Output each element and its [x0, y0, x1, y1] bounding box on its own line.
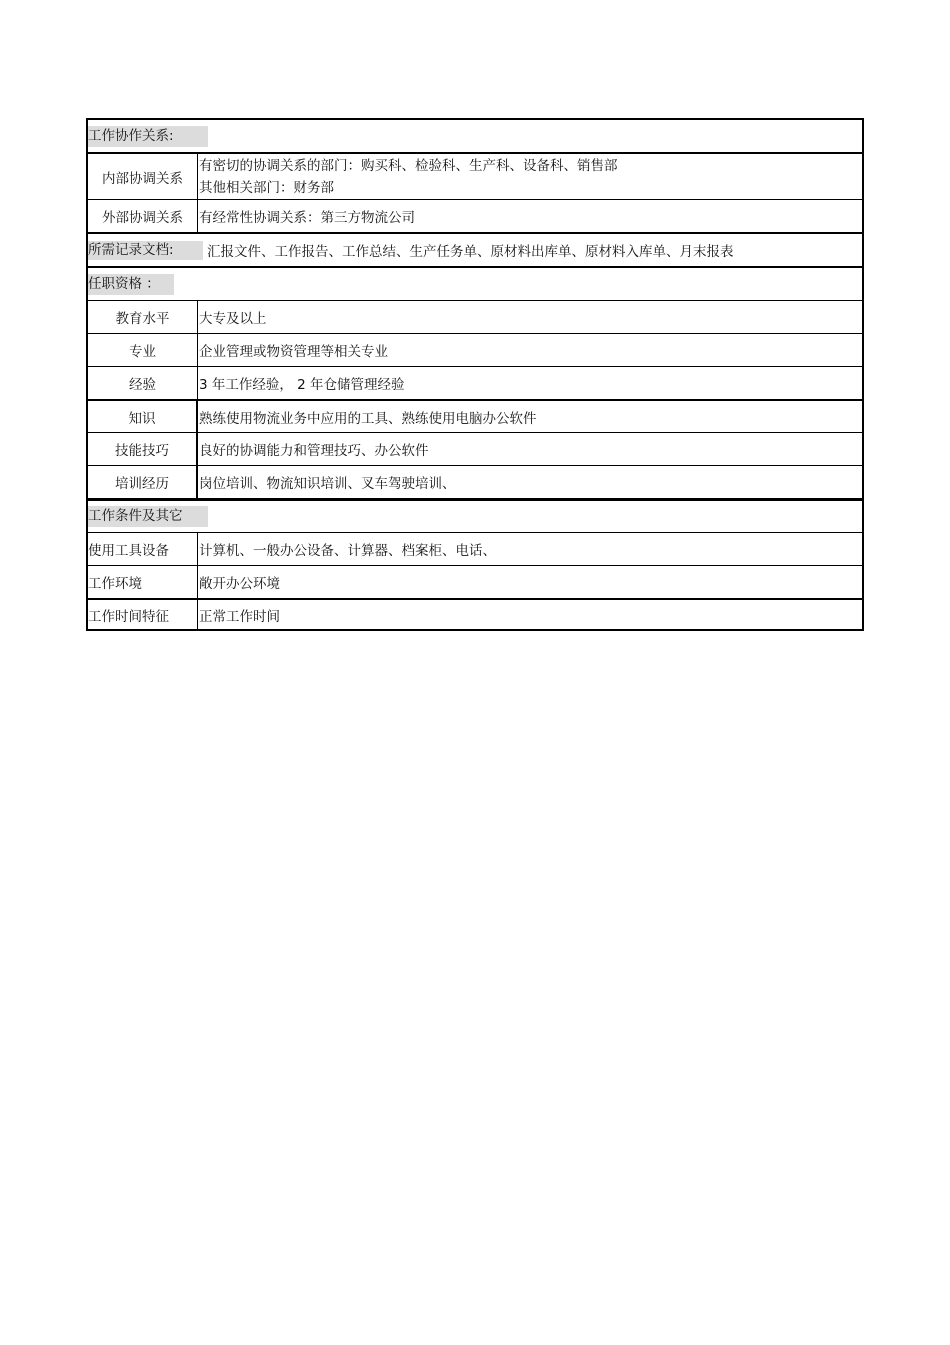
condition-row-hours: [86, 598, 864, 631]
internal-coordination-row: [86, 152, 864, 199]
knowledge-value: 熟练使用物流业务中应用的工具、熟练使用电脑办公软件: [199, 410, 537, 427]
qualification-row-experience: [86, 366, 864, 399]
training-value: 岗位培训、物流知识培训、叉车驾驶培训、: [199, 476, 456, 492]
training-label: 培训经历: [88, 466, 198, 498]
external-coordination-value: 有经常性协调关系：第三方物流公司: [199, 210, 415, 226]
education-label: 教育水平: [88, 301, 198, 333]
skills-value: 良好的协调能力和管理技巧、办公软件: [199, 443, 429, 459]
experience-label: 经验: [88, 367, 198, 399]
internal-coordination-label: 内部协调关系: [88, 154, 198, 199]
job-description-table: [86, 118, 864, 631]
qualification-row-skills: [86, 432, 864, 465]
equipment-value: 计算机、一般办公设备、计算器、档案柜、电话、: [199, 543, 496, 559]
condition-row-environment: [86, 565, 864, 598]
hours-value: 正常工作时间: [199, 608, 280, 625]
external-coordination-label: 外部协调关系: [88, 200, 198, 232]
major-label: 专业: [88, 334, 198, 366]
conditions-title: 工作条件及其它: [88, 506, 208, 527]
environment-label: 工作环境: [88, 566, 198, 598]
records-row: [86, 232, 864, 266]
internal-coordination-value: [198, 154, 862, 199]
records-value: 汇报文件、工作报告、工作总结、生产任务单、原材料出库单、原材料入库单、月末报表: [207, 244, 734, 260]
qualification-row-major: [86, 333, 864, 366]
qualification-row-education: [86, 300, 864, 333]
experience-value: 3 年工作经验， 2 年仓储管理经验: [199, 377, 405, 393]
qualifications-header-row: [86, 266, 864, 300]
collaboration-header-row: [86, 118, 864, 152]
qualification-row-training: [86, 465, 864, 498]
qualifications-title: 任职资格 ：: [88, 274, 174, 295]
equipment-label: 使用工具设备: [88, 533, 198, 565]
knowledge-label: 知识: [88, 401, 198, 432]
external-coordination-row: [86, 199, 864, 232]
internal-coordination-line2: 其他相关部门：财务部: [199, 179, 334, 196]
environment-value: 敞开办公环境: [199, 576, 280, 592]
hours-label: 工作时间特征: [88, 600, 198, 629]
condition-row-equipment: [86, 532, 864, 565]
education-value: 大专及以上: [199, 311, 267, 327]
major-value: 企业管理或物资管理等相关专业: [199, 344, 388, 360]
internal-coordination-line1: 有密切的协调关系的部门：购买科、检验科、生产科、设备科、销售部: [199, 157, 618, 174]
skills-label: 技能技巧: [88, 433, 198, 465]
conditions-header-row: [86, 498, 864, 532]
records-title: 所需记录文档:: [88, 241, 203, 260]
qualification-row-knowledge: [86, 399, 864, 432]
collaboration-title: 工作协作关系:: [88, 126, 208, 147]
records-content: [88, 234, 862, 266]
